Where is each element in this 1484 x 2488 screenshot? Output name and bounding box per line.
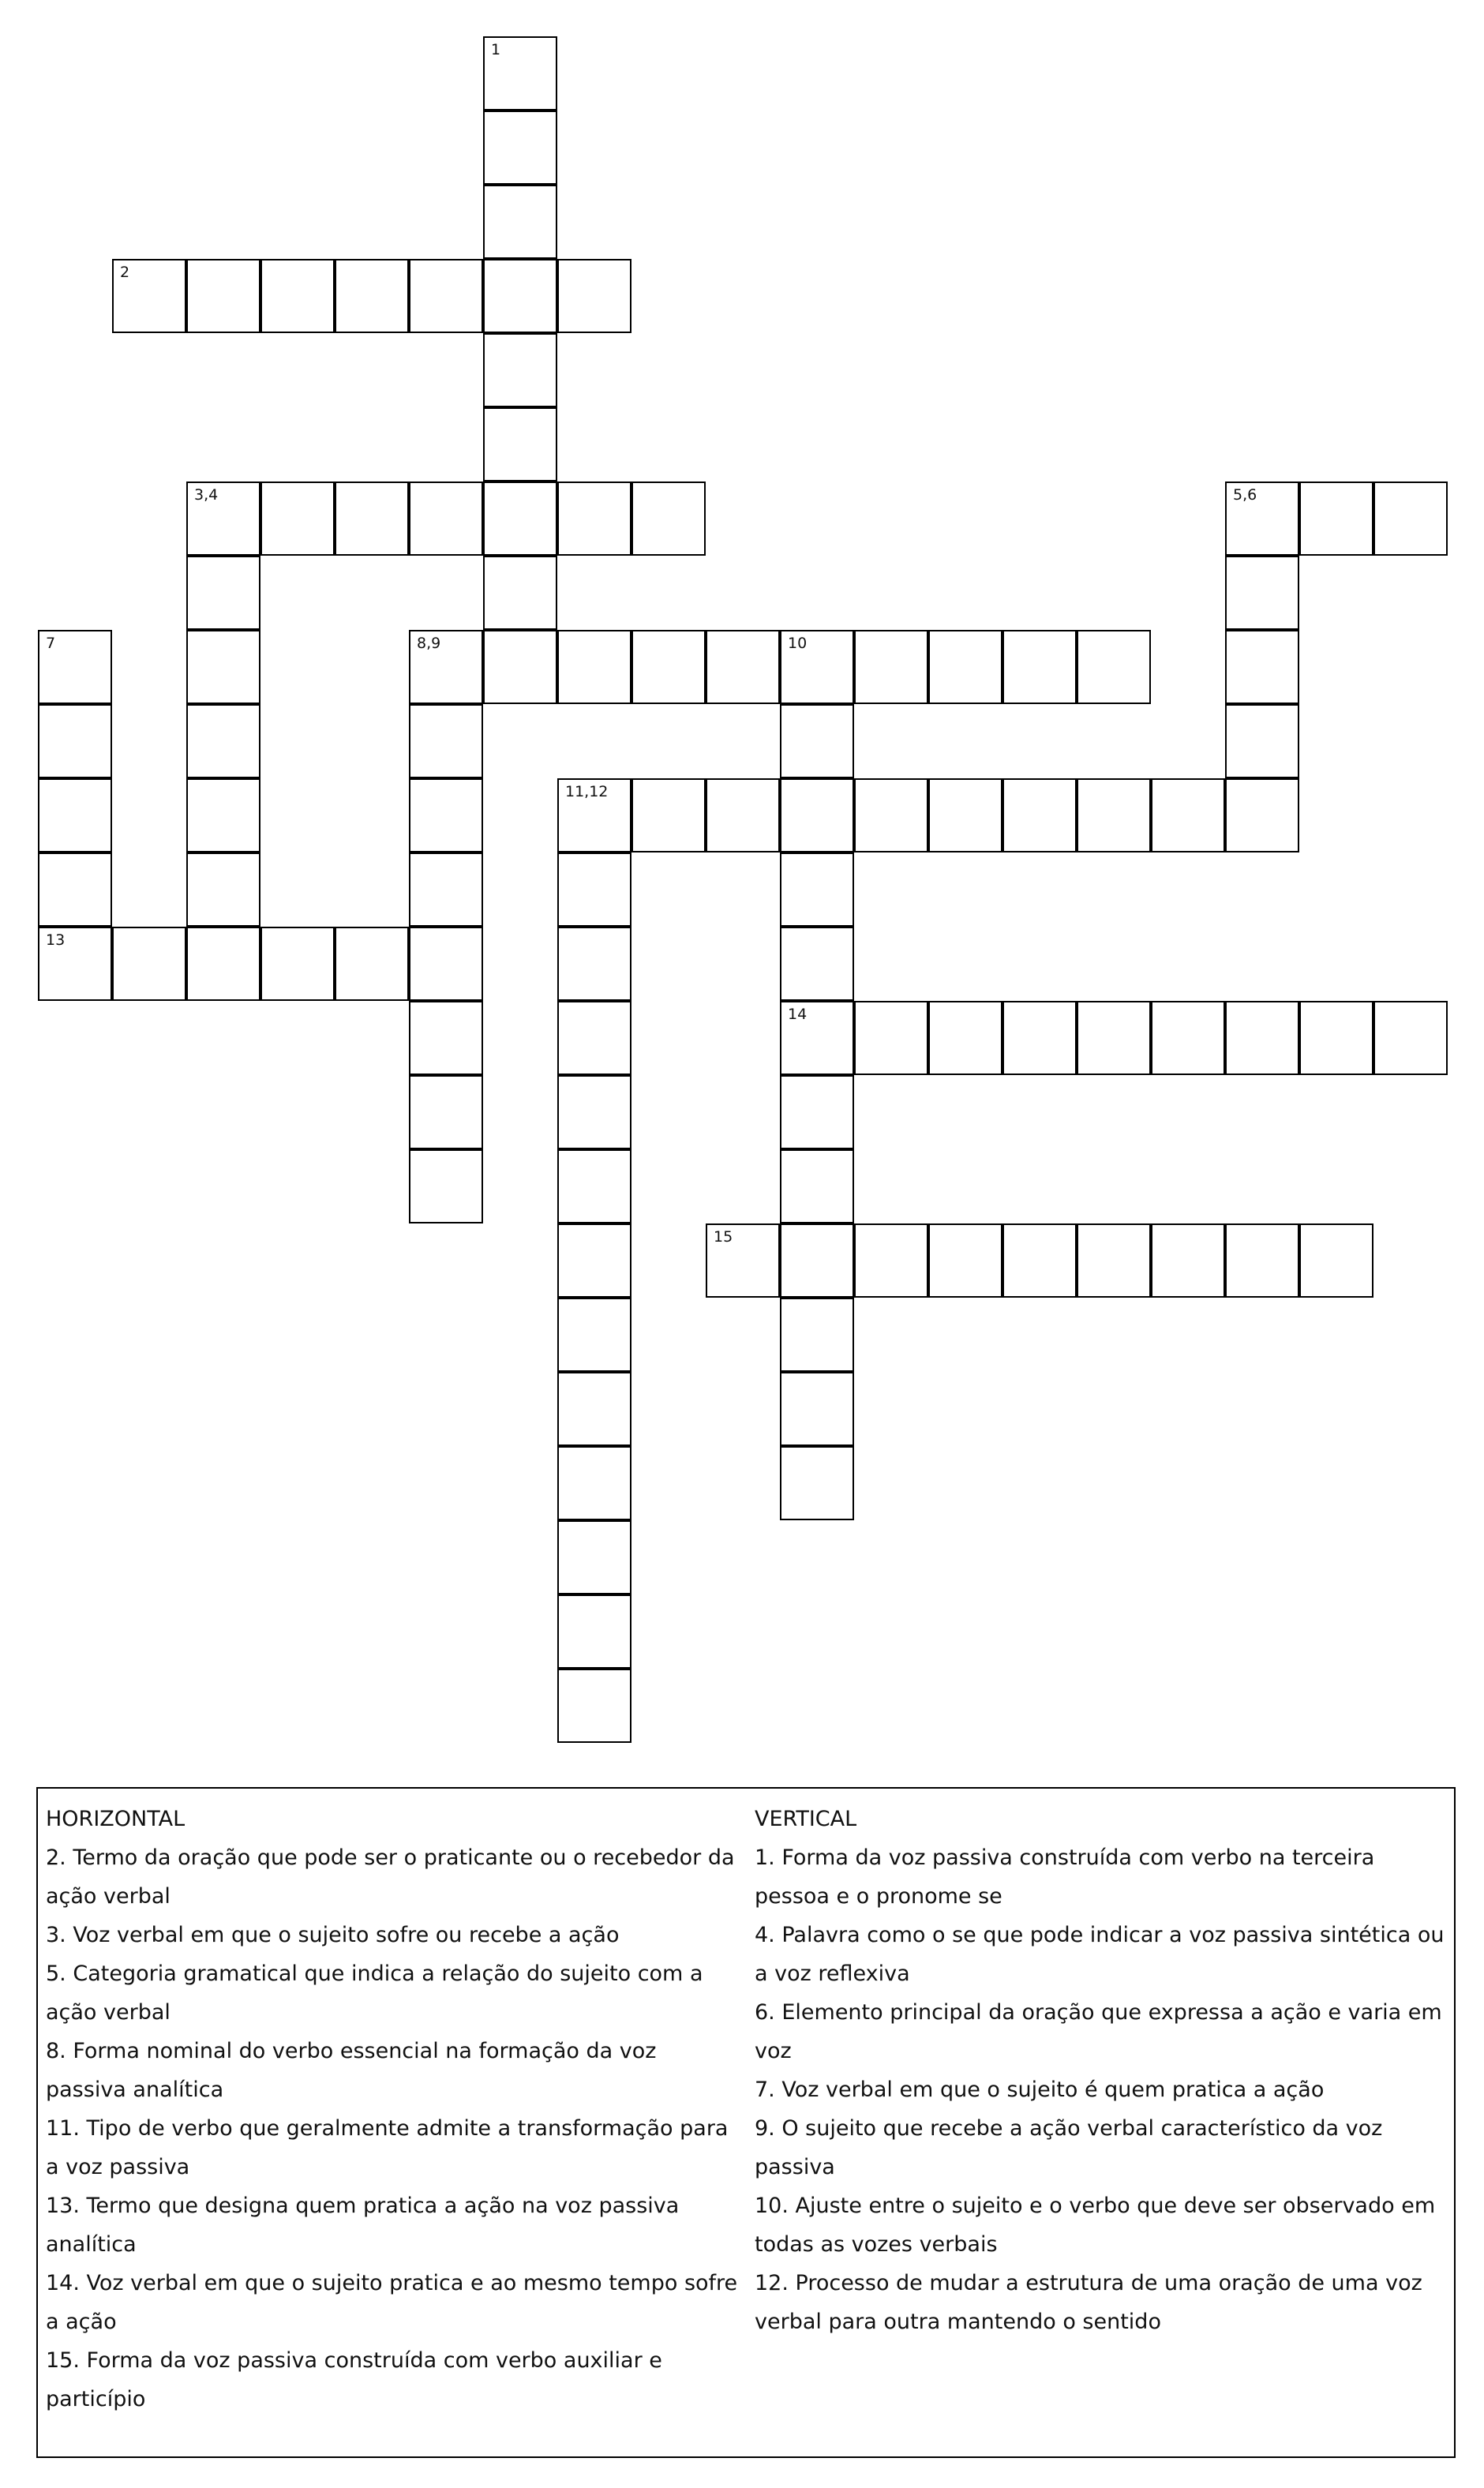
grid-cell[interactable] [483, 36, 557, 111]
grid-cell[interactable] [557, 1669, 631, 1743]
horizontal-clues [46, 1800, 740, 2419]
grid-cell[interactable] [1151, 1001, 1225, 1075]
grid-cell[interactable] [1299, 481, 1373, 556]
grid-cell[interactable] [409, 1149, 483, 1223]
grid-cell[interactable] [780, 778, 854, 852]
grid-cell[interactable] [483, 407, 557, 481]
grid-cell[interactable] [409, 927, 483, 1001]
grid-cell[interactable] [483, 185, 557, 259]
grid-cell[interactable] [780, 852, 854, 927]
clue-number: 5,6 [1233, 486, 1257, 504]
grid-cell[interactable] [409, 778, 483, 852]
grid-cell[interactable] [409, 481, 483, 556]
clue-number: 2 [120, 264, 130, 281]
grid-cell[interactable] [557, 1372, 631, 1446]
grid-cell[interactable] [1373, 1001, 1448, 1075]
grid-cell[interactable] [706, 778, 780, 852]
grid-cell[interactable] [557, 927, 631, 1001]
grid-cell[interactable] [928, 778, 1002, 852]
grid-cell[interactable] [780, 1372, 854, 1446]
grid-cell[interactable] [557, 1075, 631, 1149]
vertical-clues [755, 1800, 1449, 2341]
grid-cell[interactable] [260, 259, 335, 333]
grid-cell[interactable] [1002, 778, 1077, 852]
grid-cell[interactable] [780, 704, 854, 778]
clue-down-4: 4. Palavra como o se que pode indicar a voz passiva sintética ou a voz reflexiva [755, 1923, 1445, 1986]
grid-cell[interactable] [1002, 1223, 1077, 1298]
grid-cell[interactable] [854, 1001, 928, 1075]
grid-cell[interactable] [557, 1520, 631, 1594]
grid-cell[interactable] [1225, 704, 1299, 778]
grid-cell[interactable] [557, 1223, 631, 1298]
clue-across-5: 5. Categoria gramatical que indica a relação do sujeito com a ação verbal [46, 1962, 703, 2025]
grid-cell[interactable] [409, 852, 483, 927]
grid-cell[interactable] [1225, 630, 1299, 704]
grid-cell[interactable] [706, 630, 780, 704]
clue-down-9: 9. O sujeito que recebe a ação verbal característico da voz passiva [755, 2116, 1383, 2179]
grid-cell[interactable] [409, 630, 483, 704]
grid-cell[interactable] [483, 333, 557, 407]
grid-cell[interactable] [1002, 630, 1077, 704]
grid-cell[interactable] [38, 630, 112, 704]
grid-cell[interactable] [557, 259, 631, 333]
vertical-heading: VERTICAL [755, 1807, 857, 1831]
grid-cell[interactable] [186, 704, 260, 778]
clue-down-1: 1. Forma da voz passiva construída com verbo na terceira pessoa e o pronome se [755, 1845, 1375, 1909]
grid-cell[interactable] [1002, 1001, 1077, 1075]
grid-cell[interactable] [780, 1149, 854, 1223]
grid-cell[interactable] [557, 1594, 631, 1669]
grid-cell[interactable] [335, 927, 409, 1001]
grid-cell[interactable] [1225, 778, 1299, 852]
grid-cell[interactable] [186, 778, 260, 852]
grid-cell[interactable] [1299, 1001, 1373, 1075]
grid-cell[interactable] [38, 852, 112, 927]
grid-cell[interactable] [483, 556, 557, 630]
grid-cell[interactable] [928, 1001, 1002, 1075]
clue-number: 15 [714, 1228, 733, 1246]
clue-across-15: 15. Forma da voz passiva construída com verbo auxiliar e particípio [46, 2348, 662, 2411]
clue-number: 13 [46, 931, 66, 949]
grid-cell[interactable] [557, 778, 631, 852]
grid-cell[interactable] [1225, 481, 1299, 556]
grid-cell[interactable] [854, 630, 928, 704]
grid-cell[interactable] [1225, 556, 1299, 630]
grid-cell[interactable] [631, 630, 706, 704]
clue-number: 3,4 [194, 486, 219, 504]
grid-cell[interactable] [186, 556, 260, 630]
clue-down-10: 10. Ajuste entre o sujeito e o verbo que deve ser observado em todas as vozes verbais [755, 2194, 1436, 2257]
grid-cell[interactable] [631, 778, 706, 852]
grid-cell[interactable] [780, 630, 854, 704]
grid-cell[interactable] [1151, 1223, 1225, 1298]
grid-cell[interactable] [631, 481, 706, 556]
clue-down-7: 7. Voz verbal em que o sujeito é quem pratica a ação [755, 2078, 1325, 2102]
grid-cell[interactable] [112, 927, 186, 1001]
grid-cell[interactable] [557, 1446, 631, 1520]
grid-cell[interactable] [335, 481, 409, 556]
grid-cell[interactable] [780, 1001, 854, 1075]
grid-cell[interactable] [186, 927, 260, 1001]
grid-cell[interactable] [483, 259, 557, 333]
grid-cell[interactable] [1299, 1223, 1373, 1298]
clue-across-2: 2. Termo da oração que pode ser o praticante ou o recebedor da ação verbal [46, 1845, 735, 1909]
grid-cell[interactable] [557, 630, 631, 704]
grid-cell[interactable] [112, 259, 186, 333]
grid-cell[interactable] [557, 1149, 631, 1223]
grid-cell[interactable] [780, 1298, 854, 1372]
grid-cell[interactable] [409, 704, 483, 778]
grid-cell[interactable] [557, 1001, 631, 1075]
clue-number: 8,9 [417, 635, 441, 652]
grid-cell[interactable] [260, 481, 335, 556]
grid-cell[interactable] [557, 852, 631, 927]
grid-cell[interactable] [1077, 1223, 1151, 1298]
grid-cell[interactable] [928, 630, 1002, 704]
clue-number: 11,12 [565, 783, 609, 800]
clue-down-6: 6. Elemento principal da oração que expressa a ação e varia em voz [755, 2000, 1442, 2063]
grid-cell[interactable] [1225, 1223, 1299, 1298]
grid-cell[interactable] [260, 927, 335, 1001]
grid-cell[interactable] [1077, 778, 1151, 852]
grid-cell[interactable] [1077, 1001, 1151, 1075]
grid-cell[interactable] [780, 927, 854, 1001]
grid-cell[interactable] [854, 778, 928, 852]
clue-number: 1 [491, 41, 501, 58]
grid-cell[interactable] [409, 1075, 483, 1149]
grid-cell[interactable] [186, 630, 260, 704]
clue-across-8: 8. Forma nominal do verbo essencial na formação da voz passiva analítica [46, 2039, 657, 2102]
grid-cell[interactable] [483, 630, 557, 704]
clue-across-13: 13. Termo que designa quem pratica a ação na voz passiva analítica [46, 2194, 680, 2257]
grid-cell[interactable] [38, 704, 112, 778]
grid-cell[interactable] [557, 1298, 631, 1372]
clue-number: 10 [788, 635, 808, 652]
grid-cell[interactable] [335, 259, 409, 333]
grid-cell[interactable] [928, 1223, 1002, 1298]
grid-cell[interactable] [706, 1223, 780, 1298]
grid-cell[interactable] [483, 111, 557, 185]
horizontal-heading: HORIZONTAL [46, 1807, 186, 1831]
grid-cell[interactable] [186, 852, 260, 927]
grid-cell[interactable] [38, 778, 112, 852]
grid-cell[interactable] [854, 1223, 928, 1298]
clues-box [36, 1787, 1456, 2458]
grid-cell[interactable] [186, 481, 260, 556]
clue-across-11: 11. Tipo de verbo que geralmente admite a transformação para a voz passiva [46, 2116, 729, 2179]
grid-cell[interactable] [557, 481, 631, 556]
clue-across-3: 3. Voz verbal em que o sujeito sofre ou recebe a ação [46, 1923, 620, 1947]
grid-cell[interactable] [409, 1001, 483, 1075]
grid-cell[interactable] [1225, 1001, 1299, 1075]
grid-cell[interactable] [780, 1446, 854, 1520]
grid-cell[interactable] [186, 259, 260, 333]
grid-cell[interactable] [780, 1223, 854, 1298]
grid-cell[interactable] [38, 927, 112, 1001]
clue-down-12: 12. Processo de mudar a estrutura de uma oração de uma voz verbal para outra mantendo o sentido [755, 2271, 1422, 2334]
clue-number: 7 [46, 635, 56, 652]
grid-cell[interactable] [780, 1075, 854, 1149]
grid-cell[interactable] [409, 259, 483, 333]
grid-cell[interactable] [1151, 778, 1225, 852]
grid-cell[interactable] [1077, 630, 1151, 704]
clue-across-14: 14. Voz verbal em que o sujeito pratica e ao mesmo tempo sofre a ação [46, 2271, 738, 2334]
grid-cell[interactable] [483, 481, 557, 556]
clue-number: 14 [788, 1006, 808, 1023]
grid-cell[interactable] [1373, 481, 1448, 556]
